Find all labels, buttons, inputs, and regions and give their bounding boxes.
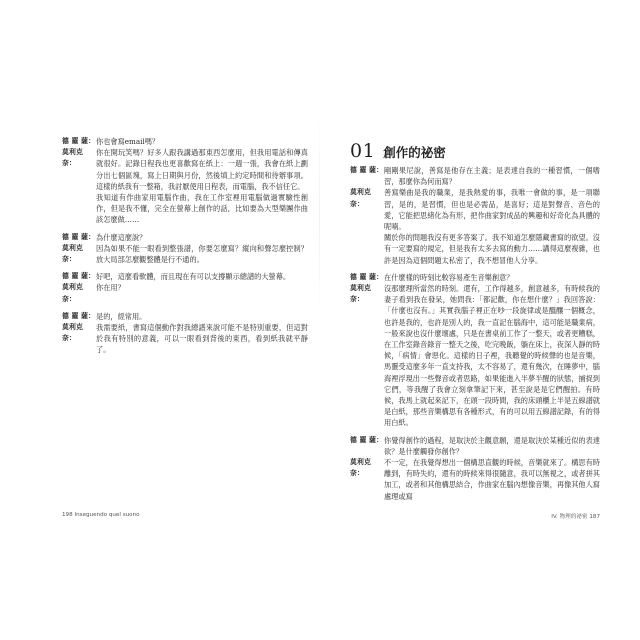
dialog-paragraph: 善寫樂曲是我的職業，是我熱愛的事，我唯一會做的事，是一項聯習，是的，是習慣，但也是必需品，是喜好；這是對聲音、音色的愛，它能把思緒化為有形，把作曲家對成品的興趣和好奇化為具體的呢喃。 [384, 188, 600, 232]
speaker-label: 莫利克奈： [62, 323, 83, 343]
dialog-entry [350, 165, 600, 187]
dialog-paragraph: 沒那麼理所當然的時刻。還有，工作得越多，創意越多，有時候我的妻子看到我在發呆，她問我：「都記歡，你在想什麼？」我回答說：「什麼也沒有。」其實我腦子裡正在吵一段旋律或是醞釀一個概念，也許是我的，也許是別人的，我一直記在腦海中，這可能是職業病，一般來說也沒什麼壞處，只是在書桌前工作了一整天，或者更糟糕，在工作室錄音錄音一整天之後，吃完晚飯，躺在床上，夜深人靜的時候，「病情」會惡化。這樣的日子裡，我聽覺的時候聲的也是音樂，馬靈受這麼多年一直支持我，太不容易了，還有幾次，在睡夢中，腦海裡浮現出一些聲音或者思路，如果能進入半夢半醒的狀態，捕捉到它們，等我醒了我會立刻拿筆記下來，甚至說是是它們醒拍。有時候，我馬上就起來記下，在頭一段時間，我的床頭櫃上半是五線譜就是白紙，那些音樂構思有各種形式，有的可以用五線譜記錄，有的得用白紙。 [384, 284, 600, 428]
dialog-paragraph: 在什麼樣的時刻比較容易產生音樂創意？ [384, 272, 514, 282]
dialog-text [96, 243, 308, 265]
dialog-text [96, 147, 308, 225]
dialog-text [96, 311, 308, 322]
right-page-footer: IV. 物理的祕密 187 [551, 514, 600, 520]
speaker-label: 德 羅 薩： [350, 272, 384, 281]
dialog-entry [62, 271, 308, 282]
chapter-title: 創作的祕密 [383, 145, 446, 160]
speaker-label: 德 羅 薩： [350, 166, 384, 174]
dialog-text [384, 187, 600, 265]
dialog-entry [350, 435, 600, 457]
dialog-text [384, 457, 600, 502]
dialog-paragraph: 不一定，在我覺得想出一個構思直觀的時候，音樂就來了。構思有時離到，有時失約，還有的時候來得很隨意，我可以無視之，或者拼其加工，或者和其他構思結合，作曲家在腦內想像音樂，再像其他人寫處理或寫 [384, 458, 600, 501]
speaker-label: 莫利克奈： [350, 188, 371, 208]
dialog-entry [62, 147, 308, 225]
dialog-text [96, 322, 308, 356]
speaker-label: 德 羅 薩： [62, 137, 96, 145]
dialog-entry [62, 311, 308, 322]
left-dialog [62, 136, 308, 356]
chapter-heading [350, 140, 446, 162]
dialog-paragraph: 你也會寫email嗎？ [96, 137, 160, 146]
speaker-label: 德 羅 薩： [62, 232, 96, 241]
dialog-text [96, 271, 308, 282]
dialog-entry [350, 272, 600, 283]
dialog-text [96, 136, 308, 147]
chapter-number: 01 [350, 140, 376, 162]
dialog-entry [350, 283, 600, 429]
dialog-paragraph: 因為如果不能一眼看到整張譜，你要怎麼寫？縱向和聲怎麼控制？放大局部怎麼觀整體是行不通的。 [96, 243, 308, 265]
right-dialog [350, 165, 600, 502]
speaker-label: 莫利克奈： [350, 284, 371, 304]
dialog-text [384, 435, 600, 457]
dialog-entry [62, 322, 308, 356]
dialog-text [384, 165, 600, 187]
dialog-paragraph: 你覺得創作的過程，是取決於主觀意願，還是取決於某種近似的表達欲？是什麼觸發你創作？ [384, 435, 600, 456]
dialog-paragraph: 你在開玩笑嗎？好多人跟我講過那東西怎麼用，但我用電話和傳真就很好。記錄日程我也更喜歡寫在紙上：一週一張，我會在紙上劃分出七個區塊，寫上日期與月份，然後填上約定時間和待辦事項。這樣的紙我有一整箱，我討厭使用日程表，而電腦，我不信任它。 [96, 148, 308, 191]
speaker-label: 德 羅 薩： [350, 435, 384, 444]
dialog-paragraph: 剛剛果尼說，善寫是他存在主義；是表達自我的一種習慣，一個嗜習，那麼你為何而寫？ [384, 166, 600, 187]
left-page-footer: 198 Inseguendo quel suono [62, 512, 140, 518]
speaker-label: 莫利克奈： [62, 243, 83, 264]
dialog-text [96, 282, 308, 304]
dialog-paragraph: 關於你的問題我沒有更多答案了。我不知道怎麼隱藏書寫的欲望。沒有一定要寫的規定，但是我有太多去寫的動力……講得這麼複雜，也許是因為這個問題太私密了，我不想冒他人分享。 [384, 233, 600, 265]
dialog-paragraph: 我需要紙，書寫這個動作對我總譜來說可能不是特別重要，但這對於我有特別的意義，可以一眼看到背後的東西，看到紙我就平靜了。 [96, 323, 308, 355]
right-page [320, 0, 640, 640]
dialog-text [384, 272, 600, 283]
speaker-label: 莫利克奈： [62, 283, 83, 303]
speaker-label: 莫利克奈： [350, 458, 371, 478]
dialog-entry [350, 187, 600, 265]
speaker-label: 德 羅 薩： [62, 311, 96, 320]
dialog-text [384, 283, 600, 429]
speaker-label: 德 羅 薩： [62, 272, 96, 281]
dialog-paragraph: 好吧，這麼看軟體，而且現在有可以支撐顯示總譜的大螢幕。 [96, 272, 291, 282]
dialog-entry [350, 457, 600, 502]
dialog-paragraph: 我知道有作曲家用電腦作曲，我在工作室裡用電腦做過實驗性創作，但是我不懂，完全在螢幕上創作的話，比如要為大型樂團作曲該怎麼做…… [96, 193, 308, 225]
dialog-entry [62, 232, 308, 243]
speaker-label: 莫利克奈： [62, 148, 83, 168]
dialog-text [96, 232, 308, 243]
dialog-entry [62, 136, 308, 147]
dialog-paragraph: 是的，經常用。 [96, 311, 147, 321]
dialog-entry [62, 282, 308, 304]
dialog-paragraph: 你在用？ [96, 283, 125, 293]
dialog-entry [62, 243, 308, 265]
dialog-paragraph: 為什麼這麼說？ [96, 232, 147, 242]
